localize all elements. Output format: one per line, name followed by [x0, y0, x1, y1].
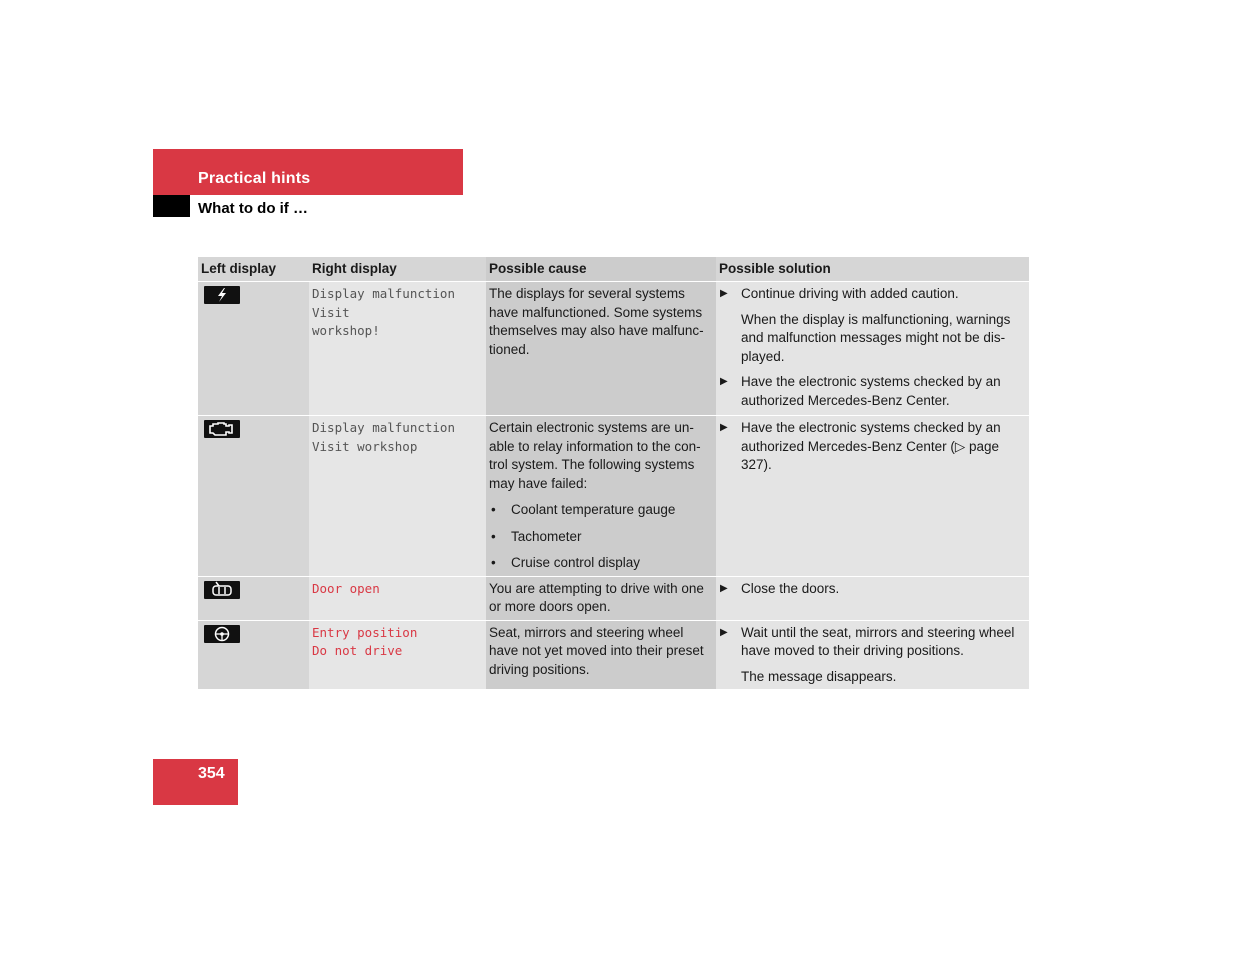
left-display-cell: [198, 416, 309, 577]
right-display-line: Visit: [312, 304, 350, 320]
electronic-malfunction-icon: [204, 286, 240, 304]
column-header-right-display: Right display: [309, 257, 486, 282]
triangle-arrow-icon: ▶: [720, 422, 728, 433]
right-display-cell: [309, 416, 486, 577]
solution-note: When the display is malfunctioning, warnings and malfunction messages might not be dis-played.: [741, 311, 1011, 364]
engine-icon: [204, 420, 240, 438]
right-display-line: Entry position: [312, 624, 418, 640]
section-tab-marker: [153, 195, 190, 217]
right-display-line: Do not drive: [312, 643, 403, 658]
column-header-possible-solution: Possible solution: [716, 257, 1029, 282]
triangle-arrow-icon: ▶: [720, 626, 728, 638]
solution-note: The message disappears.: [741, 668, 897, 684]
cause-bullet: [489, 501, 713, 520]
solution-action: [719, 580, 1026, 599]
page-number-box: [153, 759, 238, 805]
right-display-line: workshop!: [312, 323, 380, 338]
section-header-bar: [153, 149, 463, 195]
possible-solution-cell: [716, 576, 1029, 620]
bullet-icon: •: [491, 502, 496, 517]
right-display-cell: [309, 576, 486, 620]
triangle-arrow-icon: ▶: [720, 582, 728, 594]
table-header-row: [198, 257, 1029, 282]
cause-bullet-text: Coolant temperature gauge: [511, 502, 676, 517]
right-display-line: Visit workshop: [312, 438, 418, 454]
right-display-cell: [309, 620, 486, 690]
solution-action: [719, 624, 1026, 661]
solution-text: Continue driving with added caution.: [741, 286, 959, 301]
subsection-title: What to do if …: [198, 200, 308, 217]
column-header-possible-cause: Possible cause: [486, 257, 716, 282]
table-row: [198, 576, 1029, 620]
solution-action: [719, 419, 1026, 475]
solution-action: [719, 373, 1026, 410]
solution-text: Close the doors.: [741, 580, 840, 596]
possible-cause-cell: Seat, mirrors and steering wheel have not yet moved into their preset driving positions.: [486, 620, 716, 690]
cause-text: Certain electronic systems are un-able to relay information to the con-trol system. The following systems may have failed:: [489, 420, 701, 491]
triangle-arrow-icon: ▶: [720, 288, 728, 299]
bullet-icon: •: [491, 555, 496, 570]
steering-wheel-icon: [204, 625, 240, 643]
right-display-line: Door open: [312, 580, 380, 596]
cause-bullet-text: Tachometer: [511, 528, 582, 544]
door-open-icon: [204, 581, 240, 599]
section-title: Practical hints: [198, 170, 311, 187]
solution-text: Wait until the seat, mirrors and steering wheel have moved to their driving positions.: [741, 624, 1015, 658]
cause-bullet: [489, 528, 713, 547]
right-display-cell: [309, 282, 486, 416]
solution-text: Have the electronic systems checked by an authorized Mercedes-Benz Center (▷ page 327).: [741, 420, 1001, 472]
table-row: [198, 282, 1029, 416]
possible-solution-cell: [716, 620, 1029, 690]
possible-cause-cell: The displays for several systems have malfunctioned. Some systems themselves may also have malfunc-tioned.: [486, 282, 716, 416]
left-display-cell: [198, 620, 309, 690]
left-display-cell: [198, 576, 309, 620]
possible-cause-cell: You are attempting to drive with one or more doors open.: [486, 576, 716, 620]
table-row: [198, 620, 1029, 690]
right-display-line: Display malfunction: [312, 286, 455, 301]
cause-bullet: [489, 554, 713, 573]
left-display-cell: [198, 282, 309, 416]
right-display-line: Display malfunction: [312, 420, 455, 435]
bullet-icon: •: [491, 528, 496, 544]
page-number: 354: [198, 765, 225, 782]
display-messages-table: [198, 257, 1029, 690]
solution-text: Have the electronic systems checked by an authorized Mercedes-Benz Center.: [741, 374, 1001, 408]
cause-bullet-text: Cruise control display: [511, 555, 641, 570]
possible-solution-cell: [716, 416, 1029, 577]
possible-solution-cell: [716, 282, 1029, 416]
column-header-left-display: Left display: [198, 257, 309, 282]
solution-action: [719, 285, 1026, 304]
possible-cause-cell: [486, 416, 716, 577]
triangle-arrow-icon: ▶: [720, 376, 728, 387]
table-row: [198, 416, 1029, 577]
